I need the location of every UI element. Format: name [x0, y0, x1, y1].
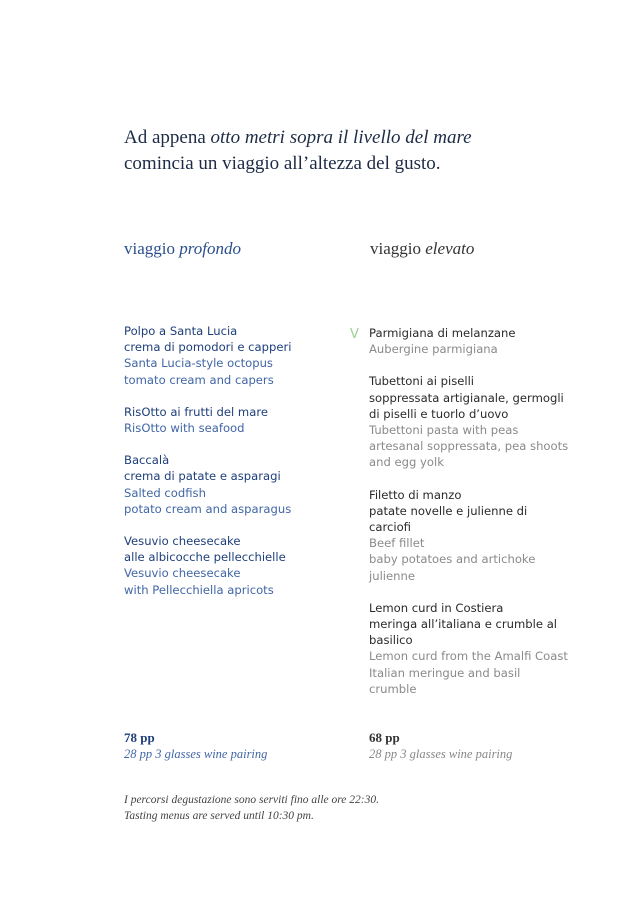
menu-dish	[369, 487, 569, 584]
dish-english-line: Beef fillet	[369, 536, 425, 551]
intro-line2: comincia un viaggio all’altezza del gusto.	[124, 153, 441, 174]
menu-dish	[124, 404, 344, 436]
title-emphasis: profondo	[179, 239, 241, 258]
dish-italian-line: basilico	[369, 633, 413, 648]
dish-english-line: Santa Lucia-style octopus	[124, 356, 273, 371]
menu-title-profondo	[124, 239, 241, 259]
vegetarian-icon: V	[350, 327, 359, 342]
dish-italian-line: meringa all’italiana e crumble al	[369, 617, 558, 632]
dish-italian-line: Lemon curd in Costiera	[369, 600, 504, 615]
dish-italian-line: patate novelle e julienne di	[369, 503, 528, 518]
dish-italian-line: alle albicocche pellecchielle	[124, 550, 286, 565]
dish-italian-line: Parmigiana di melanzane	[369, 326, 516, 340]
dish-english-line: julienne	[369, 568, 415, 583]
title-word: viaggio	[370, 239, 426, 258]
dish-italian-line: Filetto di manzo	[369, 487, 462, 502]
service-note	[124, 792, 379, 824]
dish-english-line: Lemon curd from the Amalfi Coast	[369, 649, 568, 664]
intro-emphasis: otto metri sopra il livello del mare	[210, 127, 472, 148]
dish-english-line: with Pellecchiella apricots	[124, 582, 274, 597]
dish-italian-line: soppressata artigianale, germogli	[369, 390, 564, 405]
dish-english-line: artesanal soppressata, pea shoots	[369, 439, 569, 454]
note-english: Tasting menus are served until 10:30 pm.	[124, 810, 314, 822]
title-word: viaggio	[124, 239, 180, 258]
menu-column-elevato	[350, 325, 569, 713]
dish-english-line: Salted codfish	[124, 485, 206, 500]
price: 78 pp	[124, 730, 155, 745]
menu-dish	[124, 452, 344, 517]
menu-dish	[369, 600, 569, 697]
wine-pairing: 28 pp 3 glasses wine pairing	[369, 747, 513, 761]
dish-english-line: potato cream and asparagus	[124, 501, 292, 516]
price-elevato	[369, 729, 512, 763]
dish-italian-line: RisOtto ai frutti del mare	[124, 404, 268, 419]
dish-italian-line: crema di patate e asparagi	[124, 469, 281, 484]
dish-english-line: Aubergine parmigiana	[369, 342, 498, 357]
dish-italian-line: Vesuvio cheesecake	[124, 534, 241, 549]
menu-dish	[350, 325, 569, 357]
dish-english-line: Tubettoni pasta with peas	[369, 423, 519, 438]
wine-pairing: 28 pp 3 glasses wine pairing	[124, 747, 268, 761]
dish-english-line: baby potatoes and artichoke	[369, 552, 536, 567]
dish-italian-line: Polpo a Santa Lucia	[124, 324, 238, 338]
intro-text	[124, 125, 472, 177]
menu-column-profondo	[124, 323, 344, 614]
title-emphasis: elevato	[425, 239, 475, 258]
menu-dish	[369, 373, 569, 470]
dish-english-line: Vesuvio cheesecake	[124, 566, 241, 581]
dish-italian-line: Tubettoni ai piselli	[369, 374, 475, 389]
dish-english-line: Italian meringue and basil crumble	[369, 665, 521, 696]
dish-english-line: RisOtto with seafood	[124, 421, 245, 436]
intro-line1: Ad appena	[124, 127, 211, 148]
dish-italian-line: carciofi	[369, 520, 411, 535]
dish-italian-line: crema di pomodori e capperi	[124, 340, 292, 355]
dish-italian-line: Baccalà	[124, 453, 170, 468]
dish-english-line: tomato cream and capers	[124, 372, 274, 387]
dish-italian-line: di piselli e tuorlo d’uovo	[369, 406, 509, 421]
note-italian: I percorsi degustazione sono serviti fino alle ore 22:30.	[124, 794, 379, 806]
menu-title-elevato	[370, 239, 474, 259]
menu-dish	[124, 533, 344, 598]
dish-english-line: and egg yolk	[369, 455, 444, 470]
price: 68 pp	[369, 730, 400, 745]
menu-dish	[124, 323, 344, 388]
price-profondo	[124, 729, 267, 763]
